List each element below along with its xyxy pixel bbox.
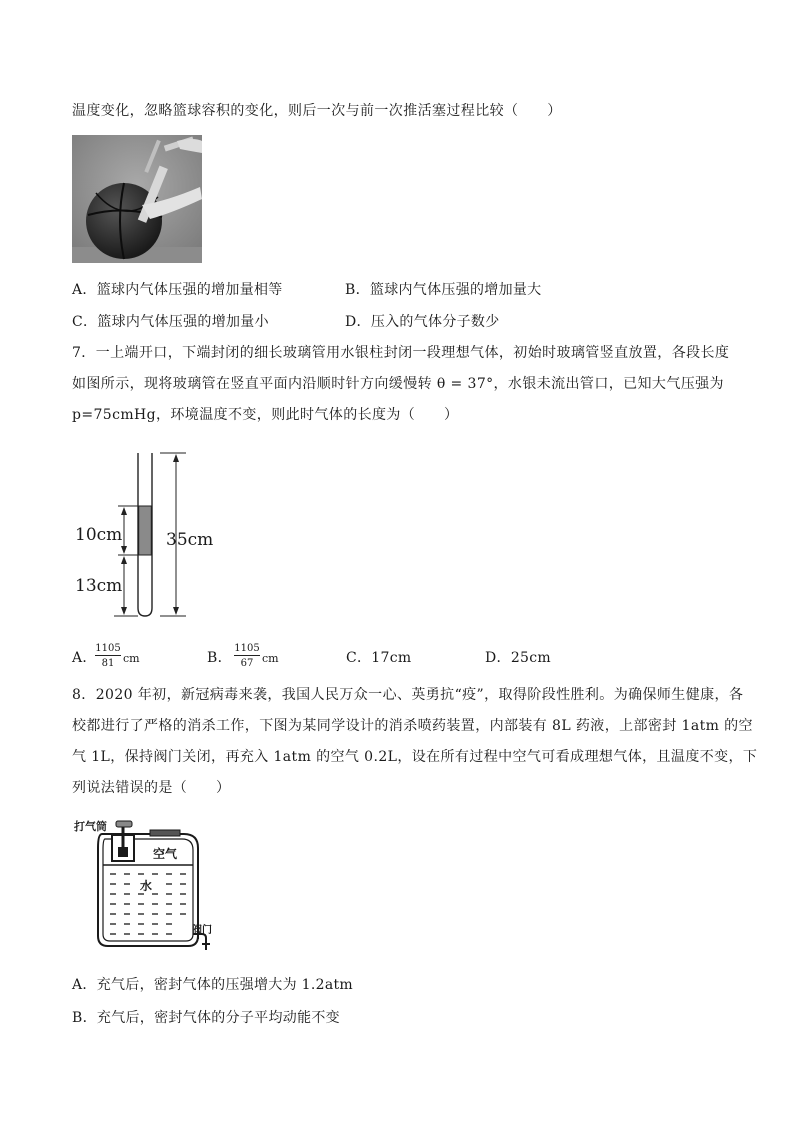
q6-option-b: B．篮球内气体压强的增加量大 [345,282,542,298]
fraction-numerator: 1105 [95,643,121,654]
q7-stem-line3: p=75cmHg，环境温度不变，则此时气体的长度为（ ） [72,407,459,423]
q6-option-d: D．压入的气体分子数少 [345,314,500,330]
q7-option-c: C．17cm [346,650,412,666]
label-water: 水 [140,879,153,893]
label-13cm: 13cm [75,576,123,596]
q7-stem-line2: 如图所示，现将玻璃管在竖直平面内沿顺时针方向缓慢转 θ = 37°，水银未流出管口，已知大气压强为 [72,376,724,392]
label-10cm: 10cm [75,525,123,545]
q8-option-b: B．充气后，密封气体的分子平均动能不变 [72,1010,340,1026]
q8-stem-line1: 8．2020 年初，新冠病毒来袭，我国人民万众一心、英勇抗“疫”，取得阶段性胜利。为确保师生健康，各 [72,687,744,703]
q7-option-a-prefix: A． [72,650,97,666]
q6-stem-line: 温度变化，忽略篮球容积的变化，则后一次与前一次推活塞过程比较（ ） [72,103,562,119]
q8-option-a: A．充气后，密封气体的压强增大为 1.2atm [72,977,353,993]
label-air: 空气 [153,847,178,861]
sprayer-diagram [74,818,224,956]
q7-option-b-unit: cm [262,652,279,665]
q7-stem-line1: 7．一上端开口，下端封闭的细长玻璃管用水银柱封闭一段理想气体，初始时玻璃管竖直放置，各段长度 [72,345,730,361]
q8-stem-line2: 校都进行了严格的消杀工作，下图为某同学设计的消杀喷药装置，内部装有 8L 药液，上部密封 1atm 的空 [72,718,753,734]
label-35cm: 35cm [166,530,214,550]
q8-stem-line3: 气 1L，保持阀门关闭，再充入 1atm 的空气 0.2L，设在所有过程中空气可看成理想气体，且温度不变，下 [72,749,758,765]
q7-option-a-unit: cm [123,652,140,665]
q7-option-d: D．25cm [485,650,551,666]
q8-stem-line4: 列说法错误的是（ ） [72,780,231,796]
q7-option-b-fraction [234,643,260,669]
fraction-denominator: 67 [240,658,254,669]
q7-option-a-fraction [95,643,121,669]
q6-option-c: C．篮球内气体压强的增加量小 [72,314,269,330]
label-valve: 阀门 [192,925,212,936]
fraction-numerator: 1105 [234,643,260,654]
glass-tube-diagram [70,450,220,622]
q7-option-b-prefix: B． [207,650,232,666]
fraction-denominator: 81 [101,658,115,669]
label-pump: 打气筒 [74,820,107,833]
q6-option-a: A．篮球内气体压强的增加量相等 [72,282,283,298]
basketball-pump-photo [72,135,202,263]
